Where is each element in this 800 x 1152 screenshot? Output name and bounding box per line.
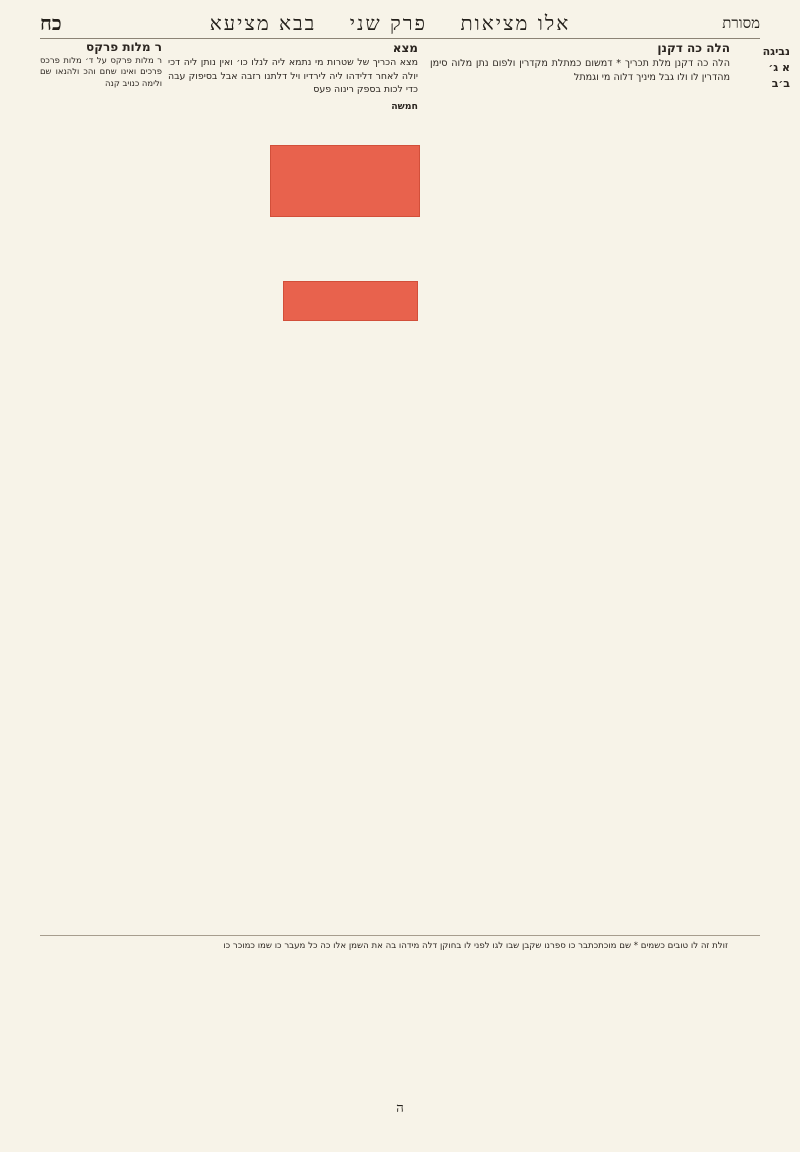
gemara-body: מצא הכריך של שטרות מי נתמא ליה לנלו כו׳ ואין נותן ליה דכי יולה לאחר דלידהו ליה לירדיו ויל דלתנו רזבה אבל בסיפוק עבה כדי לכות בספק רינוה פעס [168, 57, 418, 96]
header-tractate: אלו מציאות [460, 10, 571, 35]
page-footer: ה [396, 1101, 404, 1116]
right-margin-notes [736, 42, 790, 962]
header-chapter: פרק שני [349, 10, 428, 35]
bottom-commentary: זולת זה לו טובים כשמים * שם מוכתכתבר כו ספרנו שקבן שבו לגו לפני לו בחוקן דלה מידהו בה את השמן אלו כה כל מעבר כו שמו כמוכר כו [223, 941, 728, 951]
header-title-text: בבא מציעא [209, 10, 317, 35]
tosafot-lead-word: ר מלות פרקס [86, 40, 162, 54]
page-header [40, 8, 760, 39]
header-title [140, 11, 640, 36]
highlight-box-middle [283, 281, 418, 321]
gemara-lead-word: מצא [392, 41, 418, 55]
margin-note-low: ב׳ב [771, 77, 790, 90]
highlight-box-top [270, 145, 420, 217]
gemara-chamisha: חמשה [391, 100, 418, 112]
header-right-label: מסורת [722, 13, 760, 32]
margin-note-top: נביגה [762, 45, 790, 58]
divider-line [40, 935, 760, 936]
rashi-commentary [430, 42, 730, 932]
tosafot-commentary [40, 42, 162, 1022]
rashi-text: הלה כה דקנן מלת תכריך * דמשום כמתלת מקדרין ולפום נתן מלוה סימן מהדרין לו ולו גבל מיניך דלוה מי וגמתל [430, 57, 730, 83]
header-folio: כח [40, 10, 62, 35]
rashi-lead-word: הלה כה דקנן [657, 41, 730, 55]
tosafot-text: ר מלות פרקס על ד׳ מלות פרכס פרכים ואינו שחם והכ ולהנאו שם ולימה כנויב קנה [40, 54, 162, 88]
margin-note-mid: א ג׳ [768, 61, 790, 74]
